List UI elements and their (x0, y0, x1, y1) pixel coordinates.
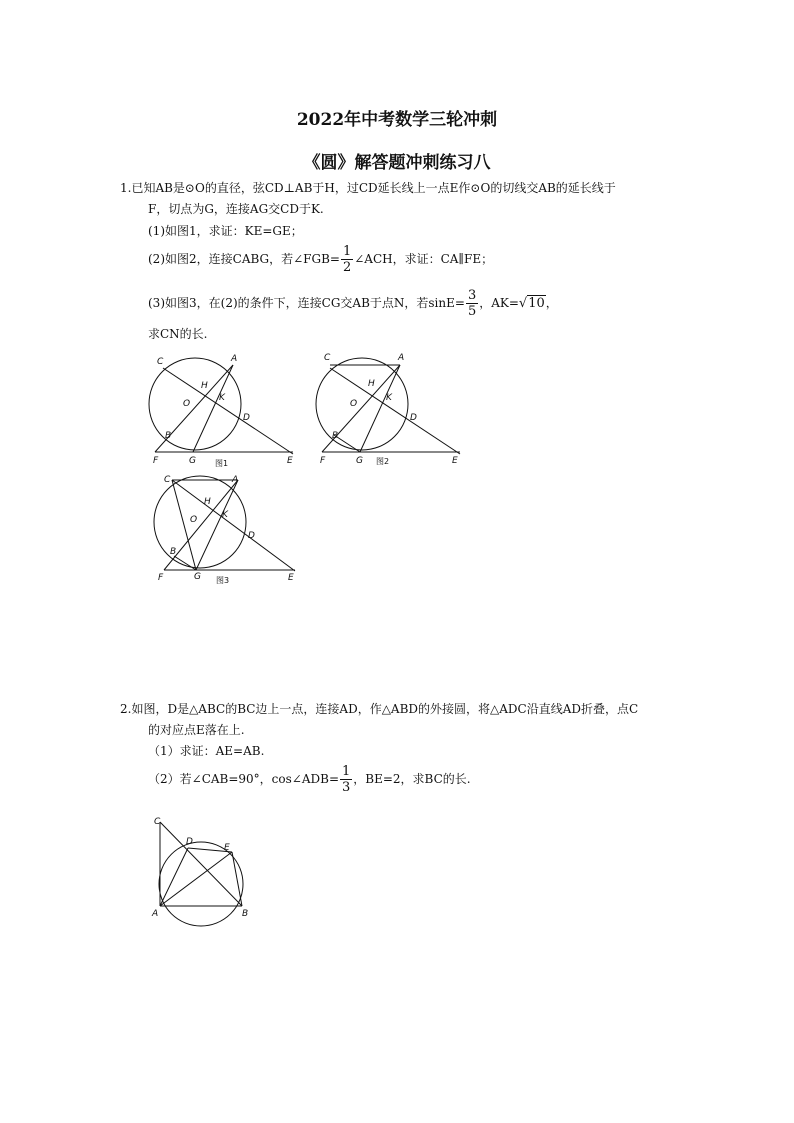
fig-label-a: A (231, 354, 238, 364)
fig-label-g: G (189, 456, 196, 466)
problem1-part2-post: ∠ACH，求证：CA∥FE； (354, 252, 494, 266)
problem2-part2-fraction (340, 764, 352, 795)
problem2-part2-post: ，BE=2，求BC的长. (353, 772, 471, 786)
fraction-denominator: 5 (467, 304, 477, 319)
fig-label-e: E (287, 456, 293, 466)
fig-label-b: B (332, 431, 339, 441)
figure-2 (312, 350, 472, 475)
problem2-statement-line1: 2.如图，D是△ABC的BC边上一点，连接AD，作△ABD的外接圆，将△ADC沿直线AD折叠，点C (120, 702, 639, 716)
figure-1 (145, 350, 305, 475)
problem2-part1: （1）求证：AE=AB. (148, 744, 265, 758)
fig-label-o: O (183, 399, 191, 409)
line-ae (160, 852, 232, 906)
fig-label-e: E (224, 843, 230, 853)
fig-label-e: E (452, 456, 458, 466)
problem2-statement-line2: 的对应点E落在上. (148, 723, 245, 737)
fig-label-h: H (201, 381, 208, 391)
fig-label-h: H (368, 379, 375, 389)
problem1-part3-line2: 求CN的长. (148, 327, 208, 341)
fig-label-c: C (154, 817, 161, 827)
problem1-part1: (1)如图1，求证：KE=GE； (148, 224, 303, 238)
fraction-numerator: 1 (342, 764, 351, 779)
fig-label-k: K (222, 510, 228, 520)
fig-label-a: A (232, 475, 239, 485)
circle-o (154, 476, 246, 568)
line-ag (360, 365, 400, 452)
sqrt-expression: √10 (518, 296, 545, 311)
fraction-numerator: 3 (467, 288, 477, 303)
fig-label-g: G (356, 456, 363, 466)
circumcircle-abd (159, 842, 243, 926)
fig-label-h: H (204, 497, 211, 507)
fig-label-b: B (165, 431, 172, 441)
problem1-part3 (148, 288, 558, 319)
fig-label-c: C (324, 353, 331, 363)
problem1-part3-mid: ，AK= (479, 296, 519, 310)
line-ce (163, 368, 293, 454)
problem1-part3-fraction (466, 288, 478, 319)
fig-label-e: E (288, 573, 294, 583)
fig-label-d: D (410, 413, 417, 423)
fig-label-d: D (186, 837, 193, 847)
line-ce (172, 480, 295, 571)
fig-label-d: D (248, 531, 255, 541)
fig-label-k: K (386, 393, 392, 403)
line-ag (196, 480, 238, 570)
problem2-part2 (148, 764, 471, 795)
fig-label-b: B (242, 909, 249, 919)
line-ce (330, 368, 460, 454)
fig-caption-2: 图2 (376, 457, 390, 466)
problem1-part3-post: ， (545, 296, 558, 310)
problem1-part3-pre: (3)如图3，在(2)的条件下，连接CG交AB于点N，若sinE= (148, 296, 465, 310)
fig-label-a: A (152, 909, 159, 919)
sqrt-radicand: 10 (528, 296, 545, 311)
fig-caption-3: 图3 (216, 576, 230, 585)
line-ad (160, 848, 188, 906)
line-cb (160, 822, 242, 906)
fig-label-c: C (164, 475, 171, 485)
figure-3 (150, 470, 310, 595)
page-subtitle: 《圆》解答题冲刺练习八 (303, 153, 491, 173)
problem1-statement-line2: F，切点为G，连接AG交CD于K. (148, 202, 324, 216)
fig-label-o: O (190, 515, 198, 525)
problem1-part2 (148, 244, 493, 275)
figure-problem2 (148, 812, 268, 942)
fig-label-f: F (158, 573, 164, 583)
problem1-part2-pre: (2)如图2，连接CABG，若∠FGB= (148, 252, 340, 266)
fig-label-o: O (350, 399, 358, 409)
fig-label-c: C (157, 357, 164, 367)
problem1-part2-fraction (341, 244, 353, 275)
fraction-denominator: 2 (342, 260, 352, 275)
fig-label-a: A (398, 353, 405, 363)
fig-label-f: F (153, 456, 159, 466)
fraction-denominator: 3 (342, 780, 351, 795)
fig-label-k: K (219, 393, 225, 403)
fig-caption-1: 图1 (215, 459, 229, 468)
fig-label-g: G (194, 572, 201, 582)
line-ag (193, 365, 233, 452)
fig-label-f: F (320, 456, 326, 466)
fig-label-d: D (243, 413, 250, 423)
problem1-statement-line1: 1.已知AB是⊙O的直径，弦CD⊥AB于H，过CD延长线上一点E作⊙O的切线交AB的延长线于 (120, 181, 616, 195)
fraction-numerator: 1 (342, 244, 352, 259)
page-title: 2022年中考数学三轮冲刺 (296, 110, 498, 130)
fig-label-b: B (170, 547, 177, 557)
problem2-part2-pre: （2）若∠CAB=90°，cos∠ADB= (148, 772, 339, 786)
